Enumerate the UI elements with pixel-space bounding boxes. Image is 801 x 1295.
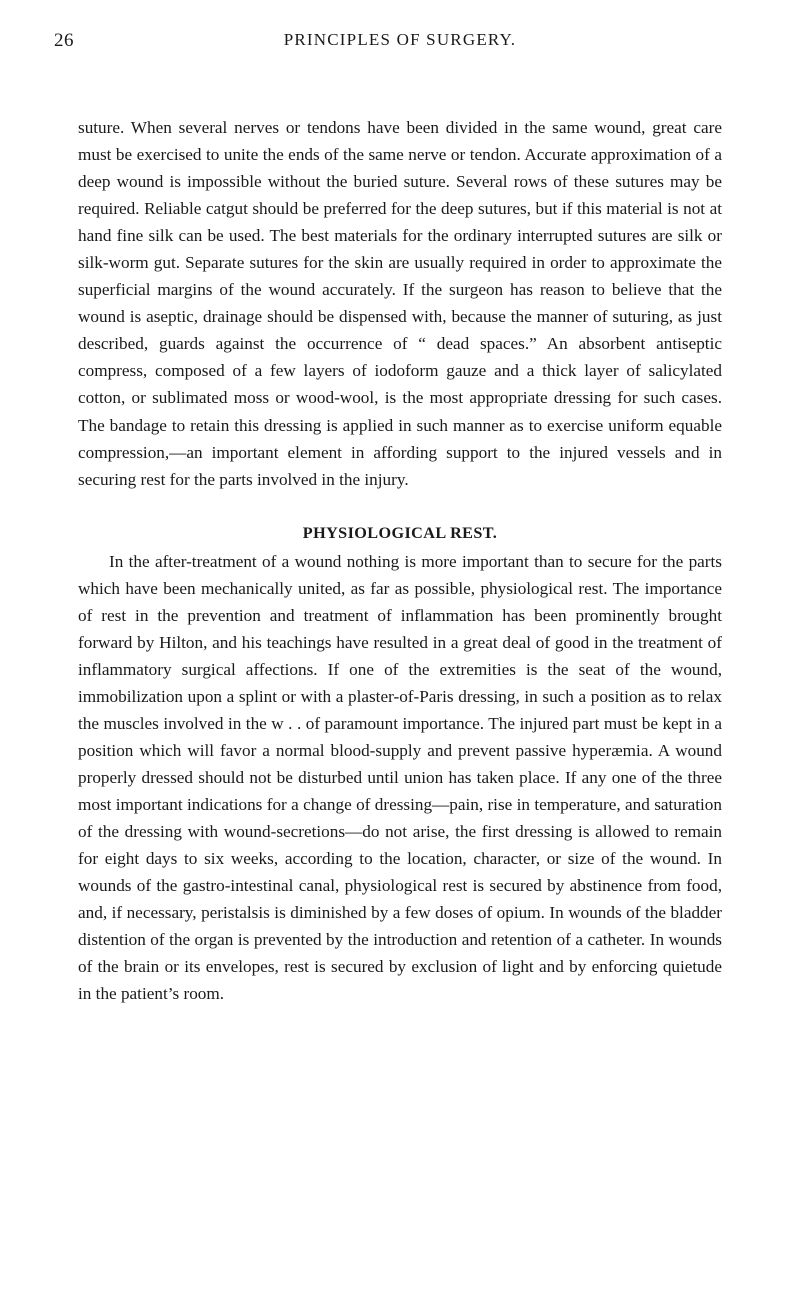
paragraph-suture: suture. When several nerves or tendons have been divided in the same wound, great care must be exercised to unite the ends of the same nerve or tendon. Accurate approximation of a deep wound is impossible without the buried suture. Several rows of these sutures may be required. Reliable catgut should be preferred for the deep sutures, but if this material is not at hand fine silk can be used. The best materials for the ordinary interrupted sutures are silk or silk-worm gut. Separate sutures for the skin are usually required in order to approximate the superficial margins of the wound accurately. If the surgeon has reason to believe that the wound is aseptic, drainage should be dispensed with, because the manner of suturing, as just described, guards against the occurrence of “ dead spaces.” An absorbent antiseptic compress, composed of a few layers of iodoform gauze and a thick layer of salicylated cotton, or sublimated moss or wood-wool, is the most appropriate dressing for such cases. The bandage to retain this dressing is applied in such manner as to exercise uniform equable compression,—an important element in affording support to the injured vessels and in securing rest for the parts involved in the injury. [78, 118, 722, 489]
paragraph-physiological-rest: In the after-treatment of a wound nothing is more important than to secure for the parts which have been mechanically united, as far as possible, physiological rest. The importance of rest in the prevention and treatment of inflammation has been prominently brought forward by Hilton, and his teachings have resulted in a great deal of good in the treatment of inflammatory surgical affections. If one of the extremities is the seat of the wound, immobilization upon a splint or with a plaster-of-Paris dressing, in such a position as to relax the muscles involved in the w . . of paramount importance. The injured part must be kept in a position which will favor a normal blood-supply and prevent passive hyperæmia. A wound properly dressed should not be disturbed until union has taken place. If any one of the three most important indications for a change of dressing—pain, rise in temperature, and saturation of the dressing with wound-secretions—do not arise, the first dressing is allowed to remain for eight days to six weeks, according to the location, character, or size of the wound. In wounds of the gastro-intestinal canal, physiological rest is secured by abstinence from food, and, if necessary, peristalsis is diminished by a few doses of opium. In wounds of the bladder distention of the organ is prevented by the introduction and retention of a catheter. In wounds of the brain or its envelopes, rest is secured by exclusion of light and by enforcing quietude in the patient’s room. [78, 551, 722, 1004]
running-title: PRINCIPLES OF SURGERY. [283, 30, 517, 49]
book-page [54, 0, 722, 1007]
page-number: 26 [54, 30, 74, 51]
running-head [54, 0, 722, 70]
section-heading: PHYSIOLOGICAL REST. [302, 523, 498, 542]
